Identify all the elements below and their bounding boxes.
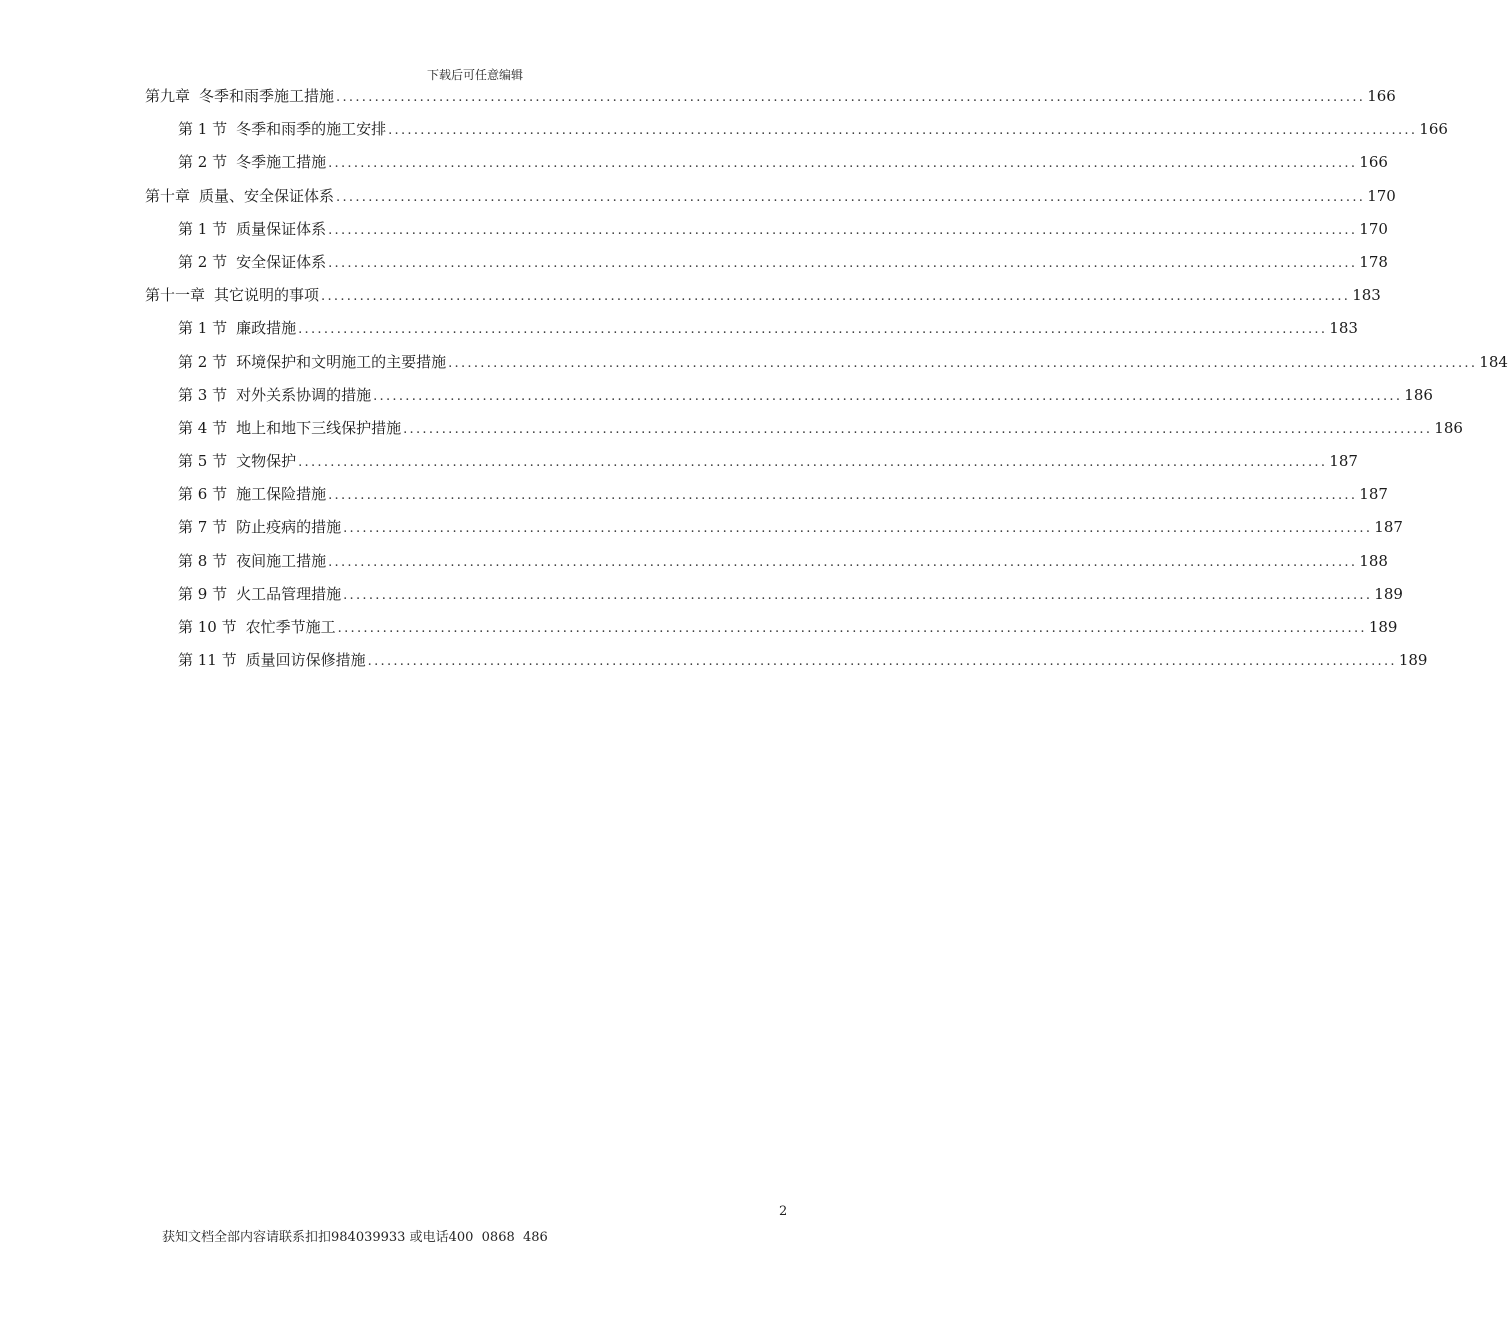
toc-dot-leader: ................................................................................................................................................................ — [328, 554, 1358, 570]
toc-dot-leader: ................................................................................................................................................................ — [336, 90, 1366, 105]
toc-section-entry — [145, 350, 1508, 383]
toc-entry-page: 170 — [1359, 219, 1388, 238]
toc-dot-leader: ................................................................................................................................................................ — [373, 388, 1403, 404]
toc-entry-page: 187 — [1329, 452, 1358, 471]
toc-entry-title: 冬季和雨季的施工安排 — [236, 120, 387, 139]
toc-entry-number: 第 4 节 — [178, 418, 228, 437]
toc-entry-number: 第 7 节 — [178, 518, 228, 537]
toc-entry-page: 187 — [1359, 485, 1388, 504]
toc-entry-page: 189 — [1368, 618, 1398, 636]
toc-entry-number: 第 8 节 — [178, 551, 228, 570]
toc-entry-page: 183 — [1329, 319, 1358, 338]
toc-entry-number: 第 6 节 — [178, 485, 228, 504]
header-note: 下载后可任意编辑 — [426, 68, 523, 82]
toc-entry-title: 夜间施工措施 — [236, 551, 327, 570]
toc-entry-title: 质量、安全保证体系 — [199, 186, 335, 205]
toc-dot-leader: ................................................................................................................................................................ — [336, 189, 1366, 205]
toc-entry-title: 施工保险措施 — [236, 485, 327, 504]
toc-entry-number: 第十一章 — [145, 286, 206, 305]
toc-section-entry — [145, 316, 1358, 349]
toc-dot-leader: ................................................................................................................................................................ — [343, 521, 1373, 537]
toc-entry-title: 安全保证体系 — [236, 252, 327, 271]
toc-section-entry — [145, 549, 1388, 582]
toc-entry-page: 166 — [1359, 153, 1388, 172]
toc-dot-leader: ................................................................................................................................................................ — [343, 587, 1373, 603]
toc-entry-title: 地上和地下三线保护措施 — [236, 418, 402, 437]
toc-entry-page: 186 — [1434, 418, 1463, 437]
toc-section-entry — [145, 582, 1403, 615]
toc-section-entry — [145, 250, 1388, 283]
toc-dot-leader: ................................................................................................................................................................ — [328, 488, 1358, 504]
toc-section-entry — [145, 383, 1433, 416]
toc-section-entry — [145, 482, 1388, 515]
toc-entry-number: 第十章 — [145, 186, 191, 205]
toc-entry-number: 第 2 节 — [178, 352, 228, 371]
toc-entry-number: 第 1 节 — [178, 319, 228, 338]
toc-entry-title: 文物保护 — [236, 452, 297, 471]
toc-chapter-entry — [145, 283, 1381, 316]
toc-entry-title: 冬季施工措施 — [236, 153, 327, 172]
toc-entry-page: 189 — [1398, 651, 1428, 670]
toc-dot-leader: ................................................................................................................................................................ — [388, 123, 1418, 139]
toc-section-entry — [145, 515, 1403, 548]
toc-entry-number: 第 3 节 — [178, 385, 228, 404]
toc-entry-title: 质量回访保修措施 — [245, 651, 366, 670]
toc-section-entry — [145, 217, 1388, 250]
page-number: 2 — [779, 1204, 788, 1219]
toc-entry-number: 第 5 节 — [178, 452, 228, 471]
toc-dot-leader: ................................................................................................................................................................ — [403, 421, 1433, 437]
toc-section-entry — [145, 150, 1388, 183]
toc-dot-leader: ................................................................................................................................................................ — [367, 654, 1397, 670]
toc-entry-title: 其它说明的事项 — [214, 286, 320, 305]
toc-entry-number: 第九章 — [145, 87, 191, 105]
toc-entry-page: 189 — [1374, 584, 1403, 603]
toc-entry-title: 防止疫病的措施 — [236, 518, 342, 537]
toc-entry-title: 对外关系协调的措施 — [236, 385, 372, 404]
toc-dot-leader: ................................................................................................................................................................ — [328, 255, 1358, 271]
toc-entry-number: 第 11 节 — [178, 651, 237, 670]
toc-entry-title: 火工品管理措施 — [236, 584, 342, 603]
toc-dot-leader: ................................................................................................................................................................ — [448, 355, 1478, 371]
toc-entry-title: 冬季和雨季施工措施 — [199, 87, 335, 105]
toc-entry-page: 170 — [1367, 186, 1396, 205]
toc-entry-title: 廉政措施 — [236, 319, 297, 338]
toc-entry-number: 第 9 节 — [178, 584, 228, 603]
table-of-contents — [145, 84, 1508, 681]
toc-section-entry — [145, 615, 1398, 648]
toc-dot-leader: ................................................................................................................................................................ — [321, 289, 1351, 305]
toc-dot-leader: ................................................................................................................................................................ — [298, 455, 1328, 471]
toc-dot-leader: ................................................................................................................................................................ — [298, 322, 1328, 338]
footer-note: 获知文档全部内容请联系扣扣984039933 或电话400 0868 486 — [162, 1230, 548, 1245]
toc-entry-page: 187 — [1374, 518, 1403, 537]
toc-entry-page: 184 — [1479, 352, 1508, 371]
toc-entry-title: 农忙季节施工 — [245, 618, 336, 636]
toc-chapter-entry — [145, 184, 1396, 217]
toc-section-entry — [145, 648, 1428, 681]
toc-dot-leader: ................................................................................................................................................................ — [328, 156, 1358, 172]
toc-entry-page: 186 — [1404, 385, 1433, 404]
toc-dot-leader: ................................................................................................................................................................ — [328, 222, 1358, 238]
toc-entry-number: 第 1 节 — [178, 219, 228, 238]
toc-section-entry — [145, 416, 1463, 449]
toc-entry-page: 166 — [1367, 87, 1396, 105]
toc-entry-page: 188 — [1359, 551, 1388, 570]
toc-section-entry — [145, 117, 1448, 150]
toc-entry-title: 环境保护和文明施工的主要措施 — [236, 352, 447, 371]
toc-entry-number: 第 10 节 — [178, 618, 237, 636]
toc-entry-page: 166 — [1419, 120, 1448, 139]
toc-entry-title: 质量保证体系 — [236, 219, 327, 238]
toc-entry-number: 第 2 节 — [178, 252, 228, 271]
toc-entry-page: 178 — [1359, 252, 1388, 271]
toc-entry-number: 第 2 节 — [178, 153, 228, 172]
toc-section-entry — [145, 449, 1358, 482]
toc-entry-page: 183 — [1352, 286, 1381, 305]
toc-chapter-entry — [145, 84, 1396, 117]
toc-dot-leader: ................................................................................................................................................................ — [337, 621, 1367, 636]
toc-entry-number: 第 1 节 — [178, 120, 228, 139]
